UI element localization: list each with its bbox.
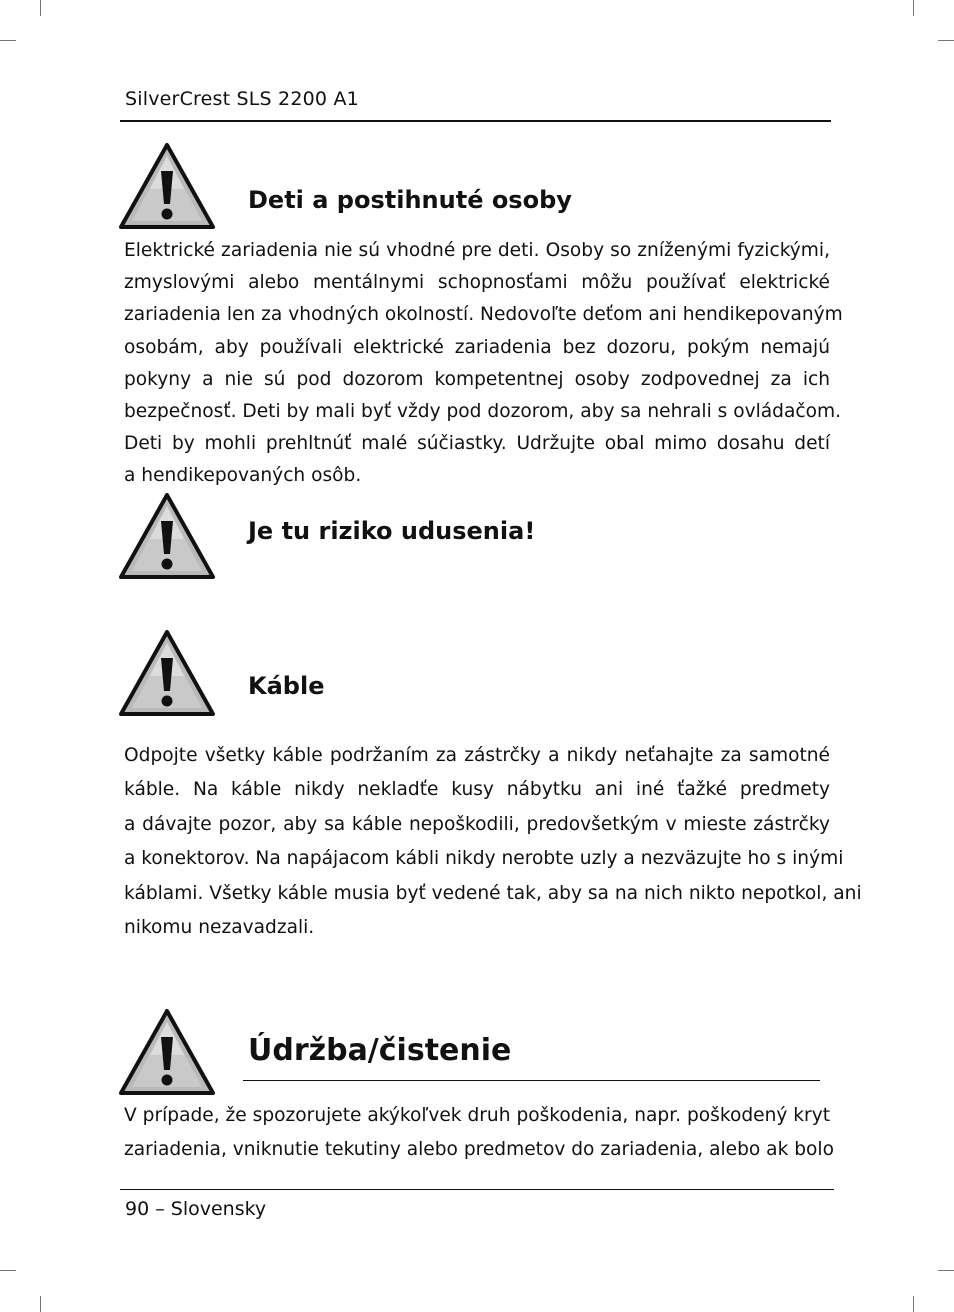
paragraph-line: a hendikepovaných osôb.: [124, 465, 362, 487]
paragraph-line: Odpojte všetky káble podržaním za zástrčky a nikdy neťahajte za samotné: [124, 745, 830, 766]
crop-mark: [40, 0, 41, 16]
paragraph-line: pokyny a nie sú pod dozorom kompetentnej osoby zodpovednej za ich: [124, 368, 830, 390]
warning-icon: [118, 629, 216, 717]
paragraph-line: a konektorov. Na napájacom kábli nikdy nerobte uzly a nezväzujte ho s inými: [124, 848, 844, 870]
crop-mark: [913, 0, 914, 16]
crop-mark: [938, 1270, 954, 1271]
document-header-title: SilverCrest SLS 2200 A1: [125, 88, 359, 110]
paragraph-line: zariadenia len za vhodných okolností. Nedovoľte deťom ani hendikepovaným: [124, 304, 843, 326]
paragraph-line: zmyslovými alebo mentálnymi schopnosťami môžu používať elektrické: [124, 272, 830, 294]
warning-icon: [118, 492, 216, 580]
crop-mark: [40, 1296, 41, 1312]
crop-mark: [913, 1296, 914, 1312]
section-heading: Káble: [248, 672, 325, 700]
warning-icon: [118, 1008, 216, 1096]
section-heading: Deti a postihnuté osoby: [248, 186, 572, 214]
section-heading: Údržba/čistenie: [248, 1033, 512, 1068]
crop-mark: [0, 40, 16, 41]
section-heading: Je tu riziko udusenia!: [248, 517, 536, 545]
warning-icon: [118, 142, 216, 230]
crop-mark: [0, 1270, 16, 1271]
paragraph-line: nikomu nezavadzali.: [124, 916, 315, 938]
paragraph-line: bezpečnosť. Deti by mali byť vždy pod dozorom, aby sa nehrali s ovládačom.: [124, 400, 842, 422]
header-rule: [120, 120, 831, 122]
section-heading-rule: [243, 1080, 820, 1081]
paragraph-line: zariadenia, vniknutie tekutiny alebo predmetov do zariadenia, alebo ak bolo: [124, 1139, 834, 1160]
paragraph: [124, 739, 862, 945]
paragraph-line: Deti by mohli prehltnúť malé súčiastky. Udržujte obal mimo dosahu detí: [124, 433, 830, 455]
crop-mark: [938, 40, 954, 41]
paragraph-line: Elektrické zariadenia nie sú vhodné pre deti. Osoby so zníženými fyzickými,: [124, 240, 830, 261]
footer-rule: [120, 1189, 834, 1190]
paragraph-line: káble. Na káble nikdy nekladťe kusy nábytku ani iné ťažké predmety: [124, 779, 830, 801]
paragraph-line: a dávajte pozor, aby sa káble nepoškodili, predovšetkým v mieste zástrčky: [124, 813, 830, 835]
paragraph: [124, 1099, 834, 1167]
paragraph-line: V prípade, že spozorujete akýkoľvek druh poškodenia, napr. poškodený kryt: [124, 1105, 830, 1126]
paragraph-line: osobám, aby používali elektrické zariadenia bez dozoru, pokým nemajú: [124, 336, 830, 358]
paragraph: [124, 235, 843, 493]
paragraph-line: káblami. Všetky káble musia byť vedené tak, aby sa na nich nikto nepotkol, ani: [124, 882, 862, 904]
page-number: 90 – Slovensky: [125, 1198, 267, 1220]
